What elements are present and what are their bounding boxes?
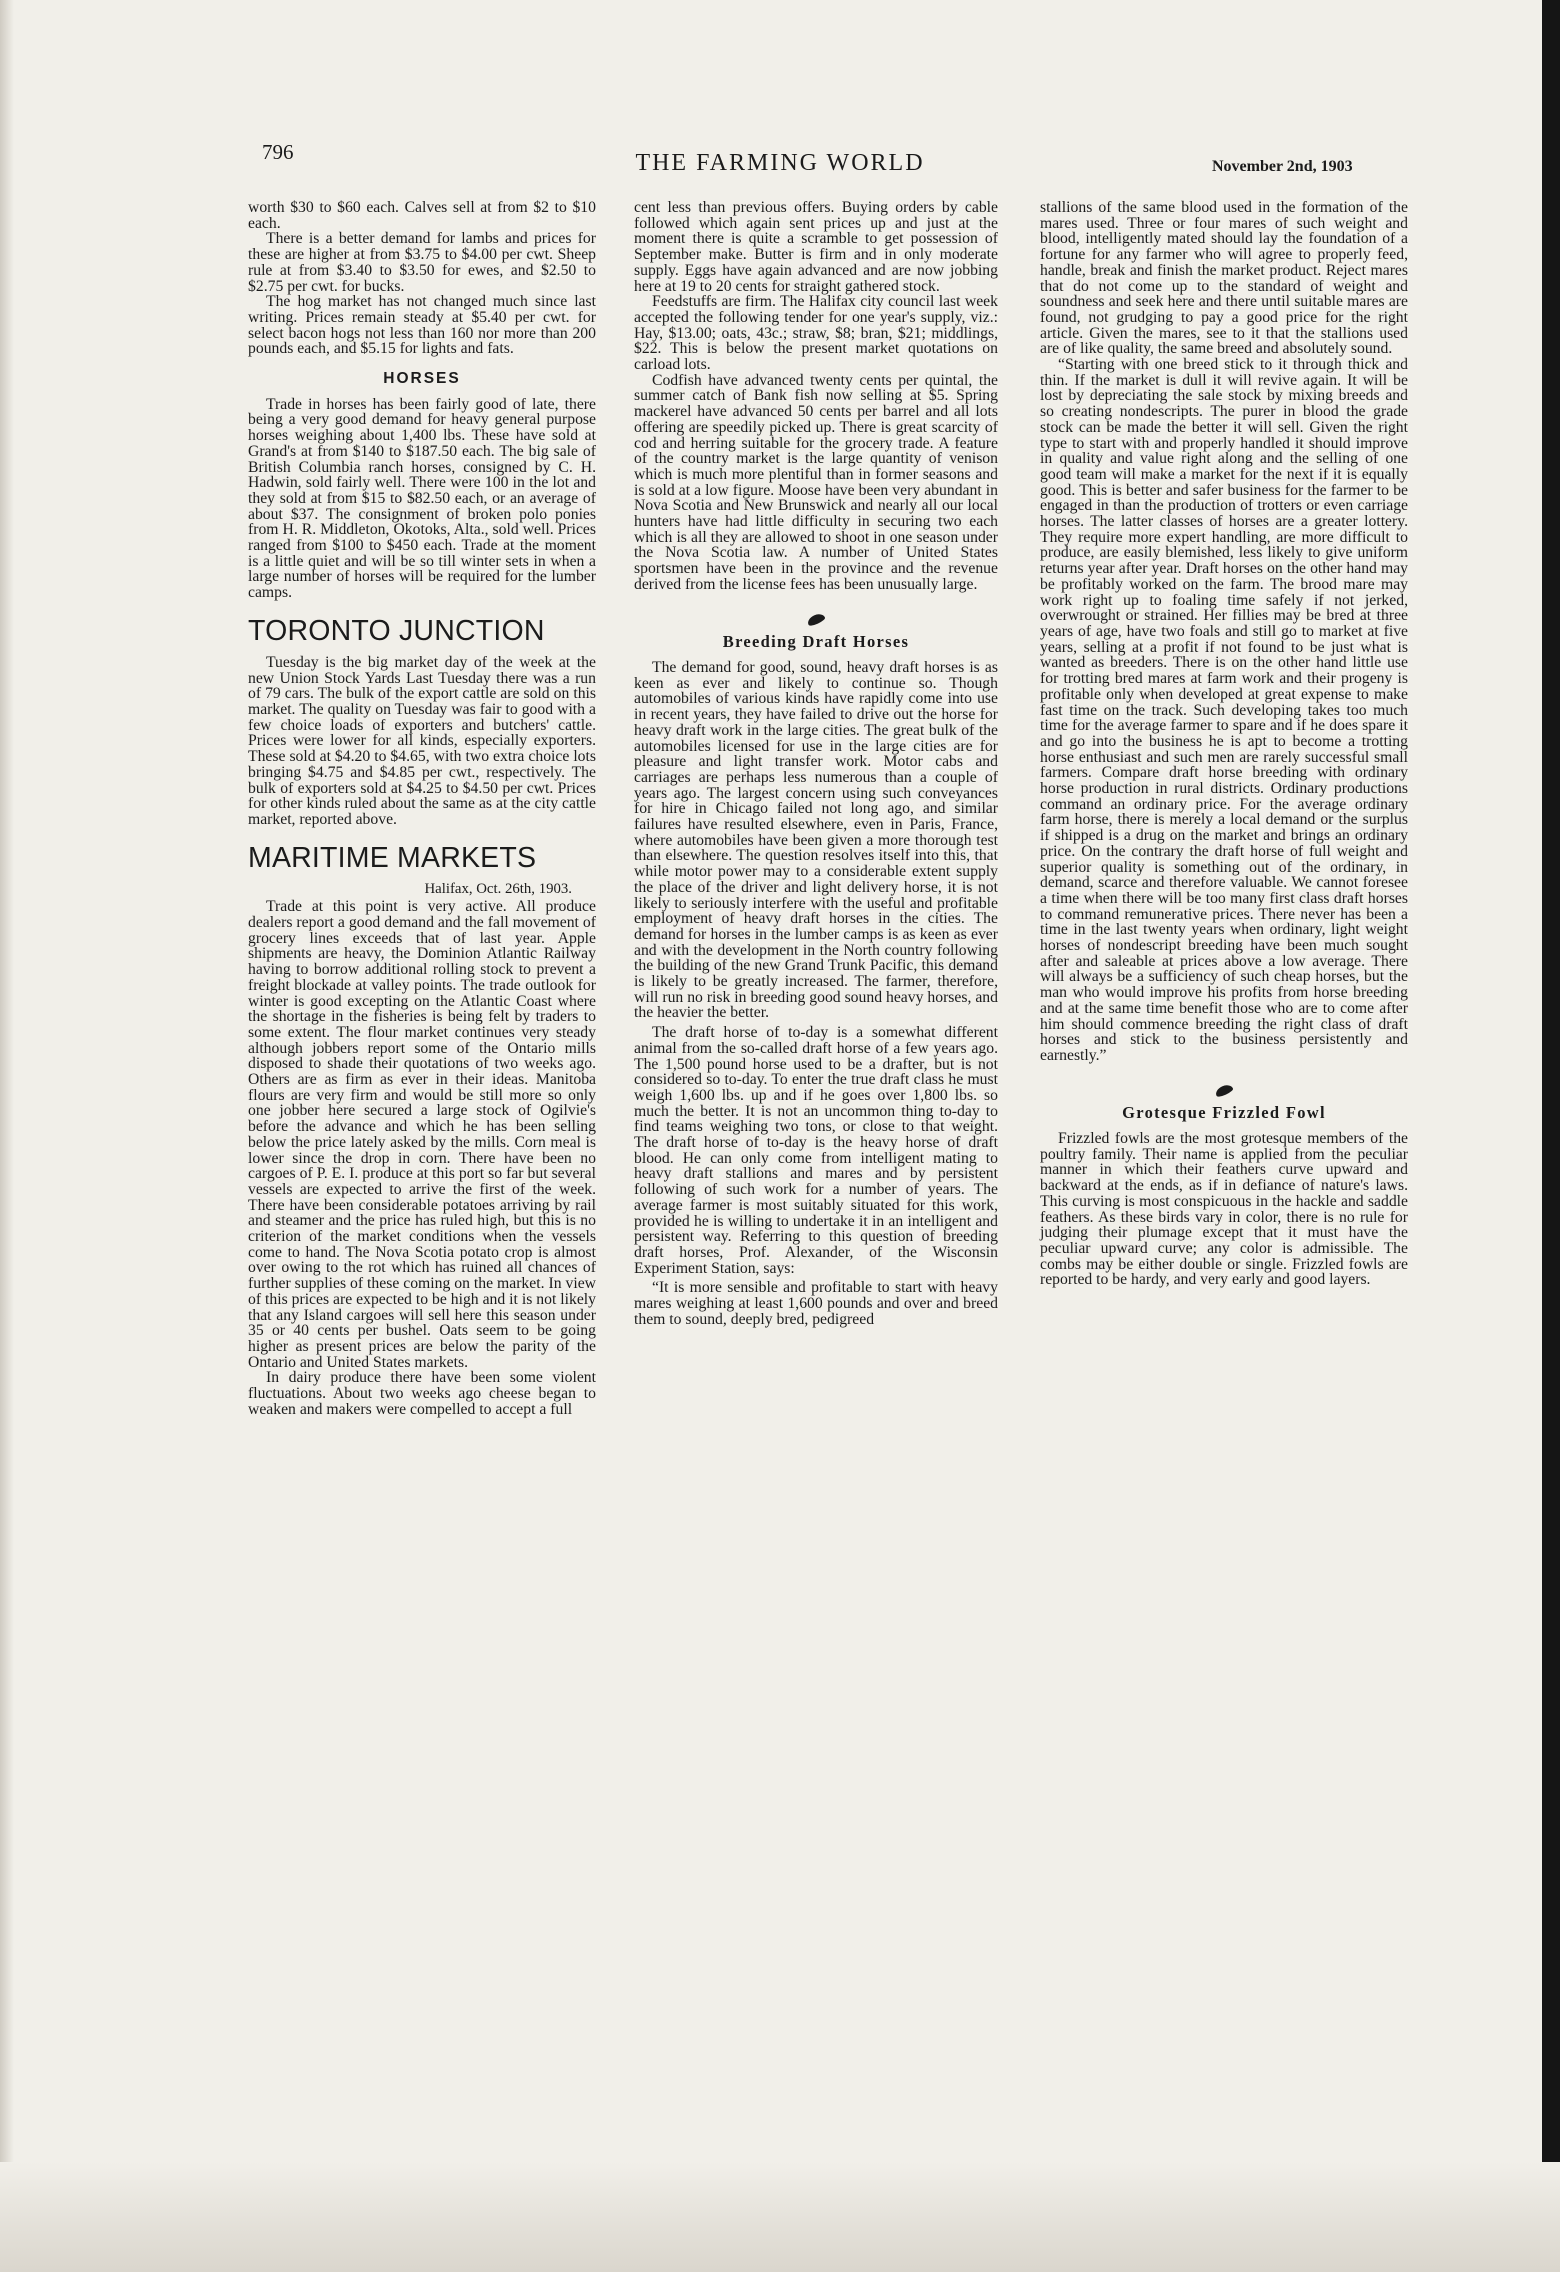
paragraph: “It is more sensible and profitable to start with heavy mares weighing at least 1,600 pounds and over and breed them to sound, deeply bred, pedigreed	[634, 1279, 998, 1328]
column-1	[248, 200, 596, 1418]
paragraph: stallions of the same blood used in the formation of the mares used. Three or four mares of such weight and blood, intelligently mated should lay the foundation of a fortune for any farmer who will agree to properly feed, handle, break and finish the market product. Reject mares that do not come up to the standard of weight and soundness and seek here and there until suitable mares are found, not grudging to pay a good price for the right article. Given the mares, see to it that the stallions used are of like quality, the same breed and absolutely sound.	[1040, 199, 1408, 358]
paragraph: There is a better demand for lambs and prices for these are higher at from $3.75 to $4.00 per cwt. Sheep rule at from $3.40 to $3.50 for ewes, and $2.50 to $2.75 per cwt. for bucks.	[248, 230, 596, 295]
section-heading-maritime-markets: MARITIME MARKETS	[248, 841, 537, 874]
ornament-leaf-icon	[634, 611, 998, 627]
paragraph: Tuesday is the big market day of the week at the new Union Stock Yards Last Tuesday there was a run of 79 cars. The bulk of the export cattle are sold on this market. The quality on Tuesday was fair to good with a few choice loads of exporters and butchers' cattle. Prices were lower for all kinds, especially exporters. These sold at $4.20 to $4.65, with two extra choice lots bringing $4.75 and $4.85 per cwt., respectively. The bulk of exporters sold at $4.25 to $4.50 per cwt. Prices for other kinds ruled about the same as at the city cattle market, reported above.	[248, 653, 596, 828]
page-number: 796	[262, 140, 294, 164]
scan-edge-right	[1542, 0, 1560, 2272]
paragraph: Trade in horses has been fairly good of late, there being a very good demand for heavy general purpose horses weighing about 1,400 lbs. These have sold at Grand's at from $140 to $187.50 each. The big sale of British Columbia ranch horses, consigned by C. H. Hadwin, sold fairly well. There were 100 in the lot and they sold at from $15 to $82.50 each, or an average of about $37. The consignment of broken polo ponies from H. R. Middleton, Okotoks, Alta., sold well. Prices ranged from $100 to $450 each. Trade at the moment is a little quiet and will be so till winter sets in when a large number of horses will be required for the lumber camps.	[248, 395, 596, 602]
dateline: Halifax, Oct. 26th, 1903.	[424, 880, 572, 897]
section-heading-horses: HORSES	[383, 370, 461, 388]
paragraph: “Starting with one breed stick to it through thick and thin. If the market is dull it will revive again. It will be lost by depreciating the sale stock by mixing breeds and so creating nondescripts. The purer in blood the grade stock can be made the better it will sell. Given the right type to start with and properly handled it should improve in quality and value right along and the selling of one good team will make a market for the next if it is equally good. This is better and safer business for the farmer to be engaged in than the production of trotters or even carriage horses. The latter classes of horses are a greater lottery. They require more expert handling, are more difficult to produce, are easily blemished, less likely to give uniform returns year after year. Draft horses on the other hand may be profitably worked on the farm. The brood mare may work right up to foaling time safely if not jerked, overwrought or strained. Her fillies may be bred at three years of age, have two foals and still go to market at five years, selling at a profit if not found to be just what is wanted as breeders. There is on the other hand little use for trotting bred mares at farm work and their progeny is profitable only when developed at great expense to make fast time on the track. Such developing takes too much time for the average farmer to spare and if he does spare it and go into the business he is apt to become a trotting horse enthusiast and such men are rarely successful small farmers. Compare draft horse breeding with ordinary horse production in rural districts. Ordinary productions command an ordinary price. For the average ordinary farm horse, there is merely a local demand or the surplus if shipped is a drug on the market and brings an ordinary price. On the contrary the draft horse of full weight and superior quality is something out of the ordinary, in demand, scarce and therefore valuable. We cannot foresee a time when there will be too many first class draft horses to command remunerative prices. There never has been a time in the last twenty years when ordinary, light weight horses of nondescript breeding have been much sought after and saleable at prices above a low average. There will always be a sufficiency of such cheap horses, but the man who would improve his profits from horse breeding and at the same time benefit those who are to come after him should commence breeding the right class of draft horses and stick to the business persistently and earnestly.”	[1040, 356, 1408, 1064]
paragraph: Frizzled fowls are the most grotesque members of the poultry family. Their name is applied from the peculiar manner in which their feathers curve upward and backward at the ends, as if in defiance of nature's laws. This curving is most conspicuous in the hackle and saddle feathers. As these birds vary in color, there is no rule for judging their plumage except that it must have the peculiar upward curve; any color is admissible. The combs may be either double or single. Frizzled fowls are reported to be hardy, and very early and good layers.	[1040, 1130, 1408, 1289]
paragraph: cent less than previous offers. Buying orders by cable followed which again sent prices up and just at the moment there is quite a scramble to get possession of September make. Butter is firm and in only moderate supply. Eggs have again advanced and are now jobbing here at 19 to 20 cents for straight gathered stock.	[634, 199, 998, 295]
scan-edge-left	[0, 0, 14, 2272]
section-heading-toronto-junction: TORONTO JUNCTION	[248, 614, 545, 647]
paragraph: The demand for good, sound, heavy draft horses is as keen as ever and likely to continue so. Though automobiles of various kinds have rapidly come into use in recent years, they have failed to drive out the horse for heavy draft work in the large cities. The great bulk of the automobiles licensed for use in the large cities are for pleasure and light transfer work. Motor cabs and carriages are perhaps less numerous than a couple of years ago. The largest concern using such conveyances for hire in Chicago failed not long ago, and similar failures have resulted elsewhere, even in Paris, France, where automobiles have been given a more thorough test than elsewhere. The question resolves itself into this, that while motor power may to a considerable extent supply the place of the driver and light delivery horse, it is not likely to seriously interfere with the useful and profitable employment of heavy draft horses in the cities. The demand for horses in the lumber camps is as keen as ever and with the development in the North country following the building of the new Grand Trunk Pacific, this demand is likely to be greatly increased. The farmer, therefore, will run no risk in breeding good sound heavy horses, and the heavier the better.	[634, 658, 998, 1022]
scan-bottom-margin	[0, 2162, 1560, 2272]
paragraph: In dairy produce there have been some violent fluctuations. About two weeks ago cheese began to weaken and makers were compelled to accept a full	[248, 1369, 596, 1418]
paragraph: Feedstuffs are firm. The Halifax city council last week accepted the following tender for one year's supply, viz.: Hay, $13.00; oats, 43c.; straw, $8; bran, $21; middlings, $22. This is below the present market quotations on carload lots.	[634, 293, 998, 374]
paragraph: The draft horse of to-day is a somewhat different animal from the so-called draft horse of a few years ago. The 1,500 pound horse used to be a drafter, but is not considered so to-day. To enter the true draft class he must weigh 1,600 lbs. up and if he goes over 1,800 lbs. so much the better. It is not an uncommon thing to-day to find teams weighing two tons, or close to that weight. The draft horse of to-day is the heavy horse of draft blood. He can only come from intelligent mating to heavy draft stallions and mares and by persistent following of such work for a number of years. The average farmer is most suitably situated for this work, provided he is willing to undertake it in an intelligent and persistent way. Referring to this question of breeding draft horses, Prof. Alexander, of the Wisconsin Experiment Station, says:	[634, 1024, 998, 1277]
paragraph: Codfish have advanced twenty cents per quintal, the summer catch of Bank fish now selling at $5. Spring mackerel have advanced 50 cents per barrel and all lots offering are speedily picked up. There is great scarcity of cod and herring suitable for the grocery trade. A feature of the country market is the large quantity of venison which is much more plentiful than in former seasons and is sold at a low figure. Moose have been very abundant in Nova Scotia and New Brunswick and nearly all our local hunters have had little difficulty in securing two each which is all they are allowed to shoot in one season under the Nova Scotia law. A number of United States sportsmen have been in the province and the revenue derived from the license fees has been unusually large.	[634, 371, 998, 593]
article-heading-grotesque-frizzled-fowl: Grotesque Frizzled Fowl	[1122, 1103, 1326, 1123]
ornament-leaf-icon	[1040, 1082, 1408, 1098]
running-head: THE FARMING WORLD	[635, 150, 925, 176]
column-3	[1040, 200, 1408, 1288]
column-2	[634, 200, 998, 1328]
paragraph: The hog market has not changed much since last writing. Prices remain steady at $5.40 per cwt. for select bacon hogs not less than 160 nor more than 200 pounds each, and $5.15 for lights and fats.	[248, 293, 596, 358]
paragraph: Trade at this point is very active. All produce dealers report a good demand and the fall movement of grocery lines exceeds that of last year. Apple shipments are heavy, the Dominion Atlantic Railway having to borrow additional rolling stock to prevent a freight blockade at valley points. The trade outlook for winter is good excepting on the Atlantic Coast where the shortage in the fisheries is being felt by traders to some extent. The flour market continues very steady although jobbers report some of the Ontario mills disposed to shade their quotations of two weeks ago. Others are as firm as ever in their ideas. Manitoba flours are very firm and would be still more so only one jobber here secured a large stock of Ogilvie's before the advance and which he has been selling below the price lately asked by the mills. Corn meal is lower since the drop in corn. There have been no cargoes of P. E. I. produce at this port so far but several vessels are expected to arrive the first of the week. There have been considerable potatoes arriving by rail and steamer and the price has ruled high, but this is no criterion of the market conditions when the vessels come to hand. The Nova Scotia potato crop is almost over owing to the rot which has ruined all chances of further supplies of these coming on the market. In view of this prices are expected to be high and it is not likely that any Island cargoes will sell here this season under 35 or 40 cents per bushel. Oats seem to be going higher as present prices are below the parity of the Ontario and United States markets.	[248, 898, 596, 1371]
paragraph: worth $30 to $60 each. Calves sell at from $2 to $10 each.	[248, 199, 596, 232]
article-heading-breeding-draft-horses: Breeding Draft Horses	[722, 632, 910, 652]
issue-date: November 2nd, 1903	[1212, 158, 1353, 175]
